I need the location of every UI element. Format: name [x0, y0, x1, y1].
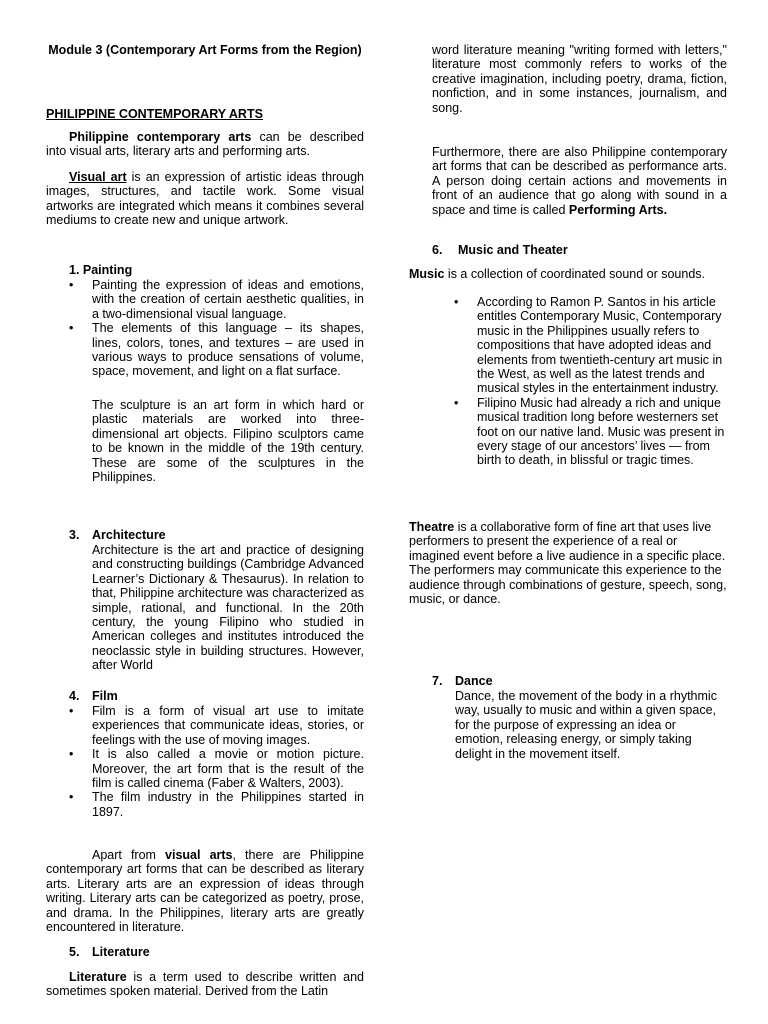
literary-pre: Apart from	[92, 848, 166, 862]
list-item	[69, 704, 364, 747]
module-title: Module 3 (Contemporary Art Forms from the Region)	[48, 43, 362, 57]
film-bullet-1: Film is a form of visual art use to imitate experiences that communicate ideas, stories, or feelings with the use of moving images.	[92, 704, 364, 747]
literature-paragraph	[46, 970, 364, 999]
music-term: Music	[409, 267, 445, 281]
painting-heading: 1. Painting	[69, 263, 133, 277]
literary-rest: , there are Philippine contemporary art forms that can be described as literary arts. Literary arts are an expression of ideas through writing. Literary arts can be categorized as poetry, prose, and drama. In the Philippines, literary arts are greatly encountered in literature.	[46, 848, 364, 935]
theatre-term: Theatre	[409, 520, 455, 534]
architecture-heading	[69, 528, 166, 542]
intro-bold: Philippine contemporary arts	[69, 130, 252, 144]
bullet-icon: •	[69, 747, 74, 762]
dance-title: Dance	[455, 674, 493, 688]
visual-art-term: Visual art	[69, 170, 127, 184]
section-heading: PHILIPPINE CONTEMPORARY ARTS	[46, 107, 263, 121]
literature-term: Literature	[69, 970, 127, 984]
bullet-icon: •	[69, 704, 74, 718]
bullet-icon: •	[454, 295, 459, 309]
film-title: Film	[92, 689, 118, 703]
music-theater-title: Music and Theater	[458, 243, 568, 257]
sculpture-paragraph: The sculpture is an art form in which hard or plastic materials are worked into three-dimensional art objects. Filipino sculptors came to be known in the middle of the 19th century. These are some of the sculptures in the Philippines.	[92, 398, 364, 485]
performing-text: Furthermore, there are also Philippine contemporary art forms that can be described as performance arts. A person doing certain actions and movements in front of an audience that go along with sound in a space and time is called	[432, 145, 727, 217]
film-heading	[69, 689, 118, 703]
dance-paragraph: Dance, the movement of the body in a rhythmic way, usually to music and within a given space, for the purpose of expressing an idea or emotion, releasing energy, or simply taking delight in the movement itself.	[455, 689, 717, 761]
literature-heading	[69, 945, 150, 959]
theatre-paragraph	[409, 520, 727, 606]
performing-arts-paragraph	[432, 145, 727, 217]
dance-number: 7.	[432, 674, 443, 688]
music-definition	[409, 267, 727, 281]
music-bullets	[454, 295, 727, 468]
film-bullets	[69, 704, 364, 819]
list-item	[69, 747, 364, 791]
list-item	[69, 790, 364, 819]
architecture-number: 3.	[69, 528, 80, 542]
intro-rest: can be described into visual arts, literary arts and performing arts.	[46, 130, 364, 159]
list-item	[454, 395, 727, 468]
painting-bullet-1: Painting the expression of ideas and emotions, with the creation of certain aesthetic qualities, in a two-dimensional visual language.	[92, 278, 364, 321]
music-theater-number: 6.	[432, 243, 443, 257]
literature-number: 5.	[69, 945, 80, 959]
architecture-title: Architecture	[92, 528, 166, 542]
list-item	[454, 295, 727, 396]
music-bullet-2: Filipino Music had already a rich and unique musical tradition long before westerners set foot on our native land. Music was present in every stage of our ancestors’ lives — from birth to death, in blissful or tragic times.	[477, 395, 725, 468]
list-item	[69, 321, 364, 379]
painting-bullet-2: The elements of this language – its shapes, lines, colors, tones, and textures – are used in various ways to produce sensations of volume, space, movement, and light on a flat surface.	[92, 321, 364, 379]
literature-title: Literature	[92, 945, 150, 959]
dance-heading	[432, 674, 493, 688]
visual-art-paragraph	[46, 170, 364, 228]
music-bullet-1: According to Ramon P. Santos in his article entitles Contemporary Music, Contemporary music in the Philippines usually refers to compositions that have adopted ideas and elements from twentieth-century art music in the West, as well as the latest trends and musical styles in the entertainment industry.	[477, 295, 723, 396]
film-bullet-2: It is also called a movie or motion picture. Moreover, the art form that is the result of the film is called cinema (Faber & Walters, 2003).	[92, 747, 364, 791]
literary-arts-paragraph	[46, 848, 364, 934]
bullet-icon: •	[69, 321, 74, 336]
visual-art-rest: is an expression of artistic ideas through images, structures, and tactile work. Some visual artworks are integrated which means it combines several mediums to create new and unique artwork.	[46, 170, 364, 228]
architecture-paragraph: Architecture is the art and practice of designing and constructing buildings (Cambridge Advanced Learner’s Dictionary & Thesaurus). In relation to that, Philippine architecture was characterized as simple, rational, and functional. In the 20th century, the young Filipino who studied in American colleges and institutes introduced the neoclassic style in building structures. However, after World	[92, 543, 364, 673]
theatre-rest: is a collaborative form of fine art that uses live performers to present the experience of a real or imagined event before a live audience in a specific place. The performers may communicate this experience to the audience through combinations of gesture, speech, song, music, or dance.	[409, 520, 727, 607]
bullet-icon: •	[69, 278, 74, 292]
music-theater-heading	[432, 243, 568, 257]
bullet-icon: •	[454, 395, 459, 410]
performing-bold: Performing Arts.	[568, 202, 668, 217]
bullet-icon: •	[69, 790, 74, 805]
music-rest: is a collection of coordinated sound or sounds.	[444, 267, 706, 281]
film-number: 4.	[69, 689, 80, 703]
intro-paragraph	[46, 130, 364, 159]
literature-continued: word literature meaning "writing formed with letters," literature most commonly refers to works of the creative imagination, including poetry, drama, fiction, nonfiction, and in some instances, journalism, and song.	[432, 43, 727, 115]
film-bullet-3: The film industry in the Philippines started in 1897.	[92, 790, 364, 819]
painting-bullets	[69, 278, 364, 379]
literary-bold: visual arts	[165, 848, 233, 862]
list-item	[69, 278, 364, 321]
literature-rest: is a term used to describe written and sometimes spoken material. Derived from the Latin	[46, 970, 364, 999]
